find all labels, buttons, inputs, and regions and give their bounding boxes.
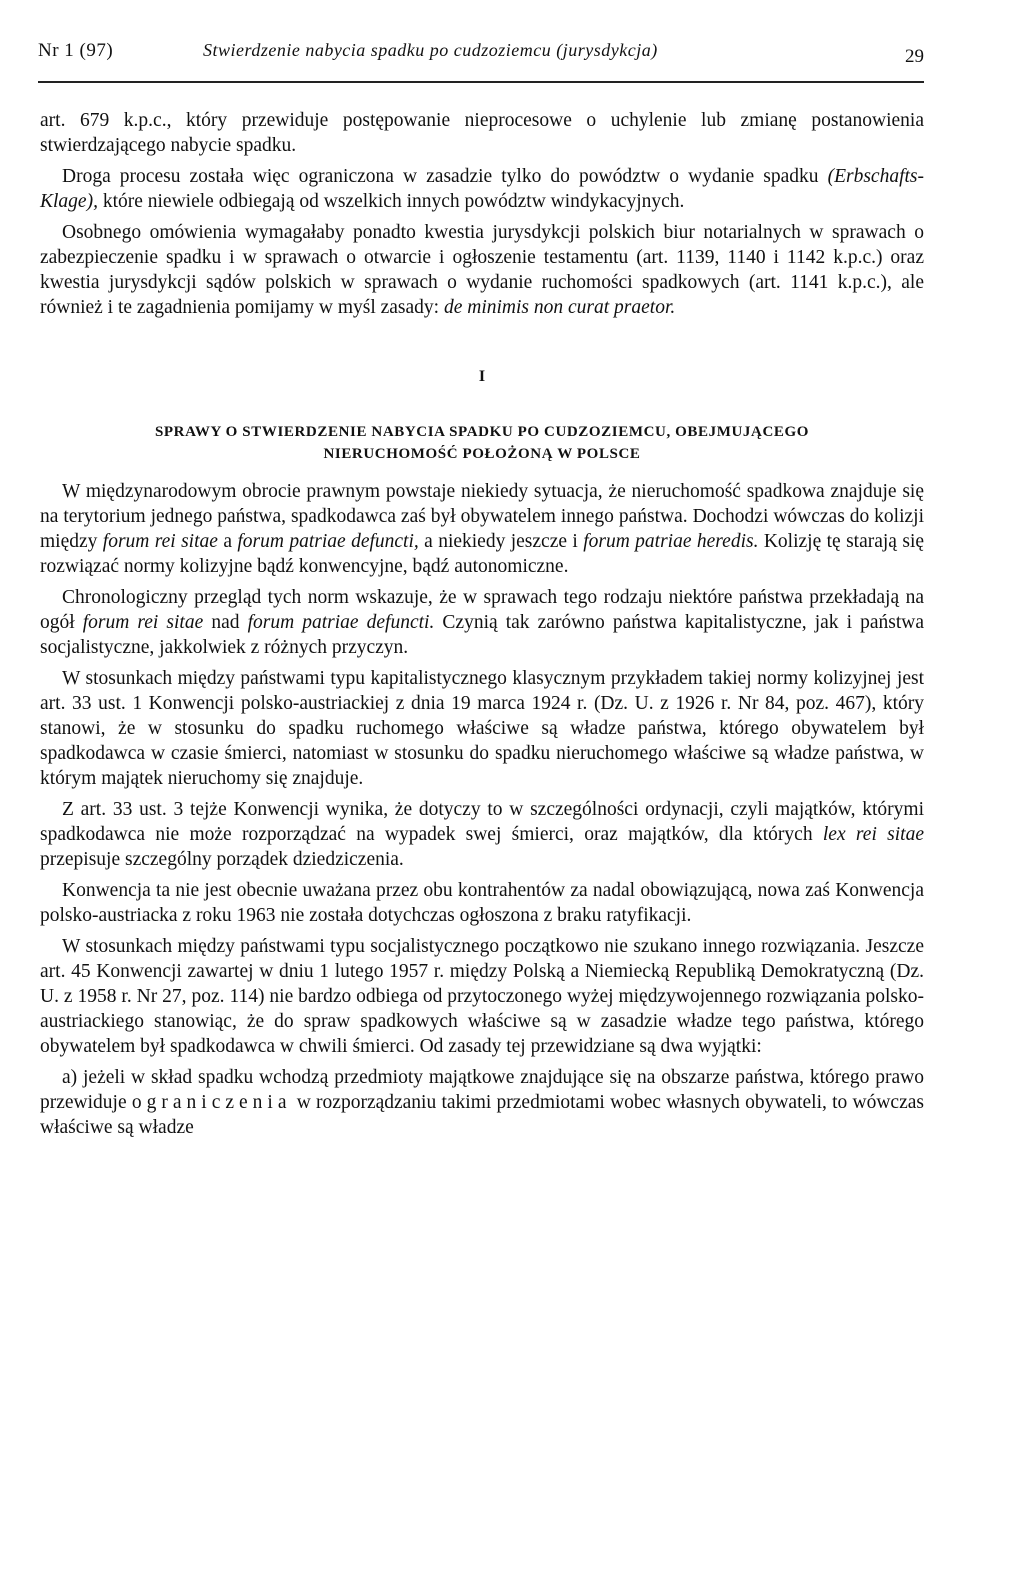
paragraph (40, 585, 924, 660)
issue-number: Nr 1 (97) (38, 40, 114, 61)
italic-term: forum patriae defuncti. (247, 612, 435, 633)
paragraph: W stosunkach między państwami typu socjalistycznego początkowo nie szukano innego rozwiązania. Jeszcze art. 45 Konwencji zawartej w dniu 1 lutego 1957 r. między Polską a Niemiecką Republiką Demokratyczną (Dz. U. z 1958 r. Nr 27, poz. 114) nie bardzo odbiega od przytoczonego wyżej międzywojennego rozwiązania polsko-austriackiego stanowiąc, że do spraw spadkowych właściwe są w zasadzie władze tego państwa, którego obywatelem był spadkodawca w chwili śmierci. Od zasady tej przewidziane są dwa wyjątki: (40, 936, 924, 1057)
paragraph: W stosunkach między państwami typu kapitalistycznego klasycznym przykładem takiej normy kolizyjnej jest art. 33 ust. 1 Konwencji polsko-austriackiej z dnia 19 marca 1924 r. (Dz. U. z 1926 r. Nr 84, poz. 467), który stanowi, że w stosunku do spadku ruchomego właściwe są władze państwa, którego obywatelem był spadkodawca w czasie śmierci, natomiast w stosunku do spadku nieruchomego właściwe są władze państwa, w którym majątek nieruchomy się znajduje. (40, 668, 924, 789)
text-run: a niekiedy jeszcze i (418, 531, 584, 552)
italic-term: forum rei sitae (102, 531, 218, 552)
italic-term: (Erbschafts-Klage), (40, 166, 924, 212)
paragraph: Konwencja ta nie jest obecnie uważana przez obu kontrahentów za nadal obowiązującą, nowa zaś Konwencja polsko-austriacka z roku 1963 nie została dotychczas ogłoszona z braku ratyfikacji. (40, 880, 924, 926)
italic-term: forum patriae heredis. (583, 531, 759, 552)
page-number: 29 (905, 46, 924, 67)
text-run: przepisuje szczególny porządek dziedziczenia. (40, 849, 404, 870)
running-header (38, 40, 924, 72)
header-rule (38, 81, 924, 83)
italic-term: de minimis non curat praetor. (443, 297, 676, 318)
section-heading-line: NIERUCHOMOŚĆ POŁOŻONĄ W POLSCE (323, 446, 641, 462)
italic-term: forum rei sitae (82, 612, 204, 633)
text-run: W międzynarodowym obrocie prawnym powstaje niekiedy sytuacja, że nieruchomość spadkowa znajduje się na terytorium jednego państwa, spadkodawca zaś był obywatelem innego państwa. Dochodzi wówczas do kolizji między (40, 481, 924, 552)
italic-term: forum patriae defuncti, (237, 531, 419, 552)
text-run: w rozporządzaniu takimi przedmiotami wobec własnych obywateli, to wówczas właściwe są władze (40, 1092, 924, 1138)
list-item-a (40, 1065, 924, 1140)
paragraph (40, 479, 924, 579)
paragraph-continuation: art. 679 k.p.c., który przewiduje postępowanie nieprocesowe o uchylenie lub zmianę postanowienia stwierdzającego nabycie spadku. (40, 110, 924, 156)
text-run: Czynią tak zarówno państwa kapitalistyczne, jak i państwa socjalistyczne, jakkolwiek z różnych przyczyn. (40, 612, 925, 658)
text-run: a) jeżeli w skład spadku wchodzą przedmioty majątkowe znajdujące się na obszarze państwa, którego prawo przewiduje (40, 1067, 924, 1113)
text-run: Chronologiczny przegląd tych norm wskazuje, że w sprawach tego rodzaju niektóre państwa przekładają na ogół (40, 587, 924, 633)
text-run: Osobnego omówienia wymagałaby ponadto kwestia jurysdykcji polskich biur notarialnych w sprawach o zabezpieczenie spadku i w sprawach o otwarcie i ogłoszenie testamentu (art. 1139, 1140 i 1142 k.p.c.) oraz kwestia jurysdykcji sądów polskich w sprawach o wydanie ruchomości spadkowych (art. 1141 k.p.c.), ale również i te zagadnienia pomijamy w myśl zasady: (40, 222, 924, 318)
paragraph (40, 797, 924, 872)
section-heading (40, 421, 924, 465)
section-heading-line: SPRAWY O STWIERDZENIE NABYCIA SPADKU PO CUDZOZIEMCU, OBEJMUJĄCEGO (154, 424, 810, 440)
spaced-emphasis: ograniczenia (131, 1092, 292, 1113)
text-run: a (217, 531, 238, 552)
running-title: Stwierdzenie nabycia spadku po cudzoziemcu (jurysdykcja) (203, 40, 658, 60)
text-run: Kolizję tę starają się rozwiązać normy kolizyjne bądź konwencyjne, bądź autonomiczne. (40, 531, 925, 577)
text-run: nad (203, 612, 248, 633)
text-run: Z art. 33 ust. 3 tejże Konwencji wynika, że dotyczy to w szczególności ordynacji, czyli majątków, którymi spadkodawca nie może rozporządzać na wypadek swej śmierci, oraz majątków, dla których (40, 799, 924, 845)
paragraph (40, 164, 924, 214)
section-number: I (478, 368, 486, 385)
text-run: Droga procesu została więc ograniczona w zasadzie tylko do powództw o wydanie spadku (62, 166, 828, 187)
text-run: które niewiele odbiegają od wszelkich innych powództw windykacyjnych. (97, 191, 685, 212)
italic-term: lex rei sitae (822, 824, 924, 845)
body-text (40, 108, 924, 1146)
paragraph (40, 220, 924, 320)
